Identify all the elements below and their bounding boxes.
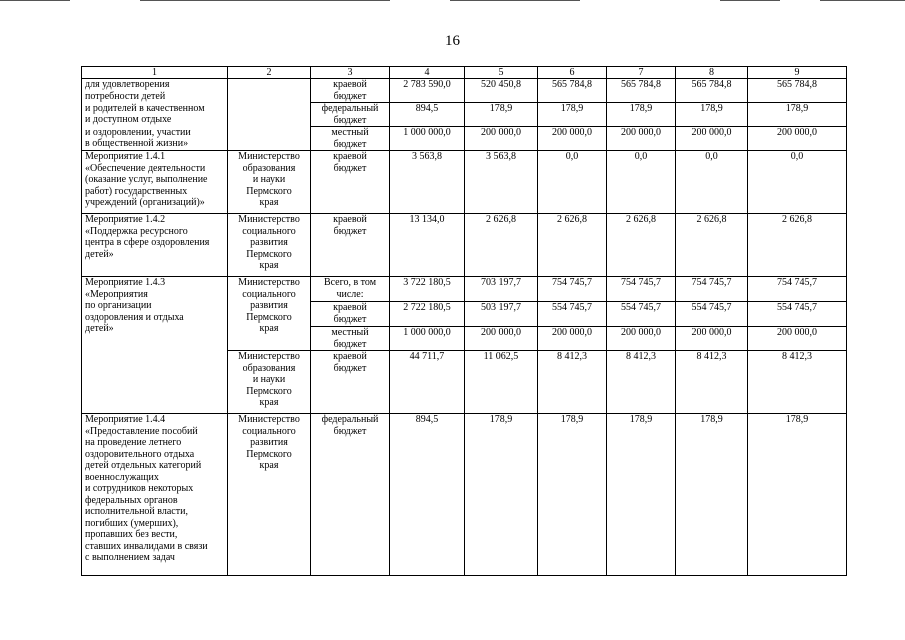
amount-cell: 520 450,8 bbox=[465, 79, 538, 103]
table-row bbox=[82, 127, 847, 151]
amount-cell: 11 062,5 bbox=[465, 351, 538, 414]
amount-cell: 703 197,7 bbox=[465, 277, 538, 302]
amount-cell: 894,5 bbox=[390, 414, 465, 576]
amount-cell: 554 745,7 bbox=[538, 302, 607, 327]
amount-cell: 2 626,8 bbox=[465, 214, 538, 277]
amount-cell: 178,9 bbox=[748, 103, 847, 127]
amount-cell: 178,9 bbox=[676, 414, 748, 576]
amount-cell: 8 412,3 bbox=[676, 351, 748, 414]
amount-cell: 565 784,8 bbox=[607, 79, 676, 103]
header-cell: 2 bbox=[228, 67, 311, 79]
header-cell: 6 bbox=[538, 67, 607, 79]
executor-cell: Министерство социального развития Пермского края bbox=[228, 277, 311, 351]
funding-source: местный бюджет bbox=[311, 127, 390, 151]
amount-cell: 200 000,0 bbox=[748, 127, 847, 151]
amount-cell: 565 784,8 bbox=[676, 79, 748, 103]
amount-cell: 200 000,0 bbox=[538, 327, 607, 351]
amount-cell: 200 000,0 bbox=[676, 327, 748, 351]
amount-cell: 178,9 bbox=[607, 414, 676, 576]
amount-cell: 200 000,0 bbox=[465, 327, 538, 351]
amount-cell: 200 000,0 bbox=[607, 127, 676, 151]
executor-cell: Министерство образования и науки Пермского края bbox=[228, 351, 311, 414]
table-row bbox=[82, 277, 847, 302]
amount-cell: 13 134,0 bbox=[390, 214, 465, 277]
measure-name: Мероприятие 1.4.3 «Мероприятия по организации оздоровления и отдыха детей» bbox=[82, 277, 228, 414]
amount-cell: 754 745,7 bbox=[748, 277, 847, 302]
amount-cell: 554 745,7 bbox=[748, 302, 847, 327]
amount-cell: 1 000 000,0 bbox=[390, 127, 465, 151]
amount-cell: 0,0 bbox=[607, 151, 676, 214]
amount-cell: 2 626,8 bbox=[748, 214, 847, 277]
amount-cell: 2 722 180,5 bbox=[390, 302, 465, 327]
funding-source: федеральный бюджет bbox=[311, 103, 390, 127]
header-cell: 5 bbox=[465, 67, 538, 79]
funding-source: краевой бюджет bbox=[311, 302, 390, 327]
amount-cell: 178,9 bbox=[748, 414, 847, 576]
amount-cell: 178,9 bbox=[465, 103, 538, 127]
top-edge-mark bbox=[0, 0, 70, 1]
page-number: 16 bbox=[445, 33, 460, 49]
amount-cell: 754 745,7 bbox=[607, 277, 676, 302]
header-cell: 7 bbox=[607, 67, 676, 79]
table-row bbox=[82, 414, 847, 576]
top-edge-mark bbox=[820, 0, 905, 1]
funding-source: местный бюджет bbox=[311, 327, 390, 351]
executor-cell bbox=[228, 79, 311, 151]
amount-cell: 0,0 bbox=[676, 151, 748, 214]
amount-cell: 200 000,0 bbox=[676, 127, 748, 151]
amount-cell: 2 626,8 bbox=[676, 214, 748, 277]
amount-cell: 178,9 bbox=[538, 414, 607, 576]
header-cell: 3 bbox=[311, 67, 390, 79]
amount-cell: 8 412,3 bbox=[538, 351, 607, 414]
measure-name: Мероприятие 1.4.1 «Обеспечение деятельности (оказание услуг, выполнение работ) государственных учреждений (организаций)» bbox=[82, 151, 228, 214]
executor-cell: Министерство социального развития Пермского края bbox=[228, 414, 311, 576]
amount-cell: 3 563,8 bbox=[465, 151, 538, 214]
measure-name: и родителей в качественном и доступном отдыхе bbox=[82, 103, 228, 127]
amount-cell: 2 626,8 bbox=[607, 214, 676, 277]
funding-source: федеральный бюджет bbox=[311, 414, 390, 576]
amount-cell: 0,0 bbox=[538, 151, 607, 214]
executor-cell: Министерство образования и науки Пермского края bbox=[228, 151, 311, 214]
table-row bbox=[82, 103, 847, 127]
header-cell: 4 bbox=[390, 67, 465, 79]
measure-name: и оздоровлении, участии в общественной жизни» bbox=[82, 127, 228, 151]
amount-cell: 200 000,0 bbox=[465, 127, 538, 151]
amount-cell: 754 745,7 bbox=[538, 277, 607, 302]
executor-cell: Министерство социального развития Пермского края bbox=[228, 214, 311, 277]
table-row bbox=[82, 214, 847, 277]
amount-cell: 200 000,0 bbox=[538, 127, 607, 151]
funding-source: краевой бюджет bbox=[311, 79, 390, 103]
amount-cell: 1 000 000,0 bbox=[390, 327, 465, 351]
top-edge-mark bbox=[720, 0, 780, 1]
header-cell: 8 bbox=[676, 67, 748, 79]
table-row bbox=[82, 151, 847, 214]
top-edge-mark bbox=[450, 0, 580, 1]
amount-cell: 2 626,8 bbox=[538, 214, 607, 277]
header-cell: 9 bbox=[748, 67, 847, 79]
measure-name: Мероприятие 1.4.2 «Поддержка ресурсного центра в сфере оздоровления детей» bbox=[82, 214, 228, 277]
top-edge-mark bbox=[140, 0, 390, 1]
amount-cell: 44 711,7 bbox=[390, 351, 465, 414]
amount-cell: 754 745,7 bbox=[676, 277, 748, 302]
header-cell: 1 bbox=[82, 67, 228, 79]
amount-cell: 0,0 bbox=[748, 151, 847, 214]
budget-table bbox=[81, 66, 847, 576]
amount-cell: 2 783 590,0 bbox=[390, 79, 465, 103]
amount-cell: 3 722 180,5 bbox=[390, 277, 465, 302]
funding-source: Всего, в том числе: bbox=[311, 277, 390, 302]
amount-cell: 200 000,0 bbox=[607, 327, 676, 351]
amount-cell: 178,9 bbox=[538, 103, 607, 127]
amount-cell: 200 000,0 bbox=[748, 327, 847, 351]
header-row bbox=[82, 67, 847, 79]
amount-cell: 178,9 bbox=[607, 103, 676, 127]
funding-source: краевой бюджет bbox=[311, 151, 390, 214]
amount-cell: 565 784,8 bbox=[538, 79, 607, 103]
amount-cell: 503 197,7 bbox=[465, 302, 538, 327]
amount-cell: 554 745,7 bbox=[676, 302, 748, 327]
amount-cell: 554 745,7 bbox=[607, 302, 676, 327]
amount-cell: 178,9 bbox=[676, 103, 748, 127]
amount-cell: 8 412,3 bbox=[748, 351, 847, 414]
amount-cell: 178,9 bbox=[465, 414, 538, 576]
amount-cell: 8 412,3 bbox=[607, 351, 676, 414]
funding-source: краевой бюджет bbox=[311, 214, 390, 277]
amount-cell: 894,5 bbox=[390, 103, 465, 127]
table-row bbox=[82, 79, 847, 103]
amount-cell: 3 563,8 bbox=[390, 151, 465, 214]
funding-source: краевой бюджет bbox=[311, 351, 390, 414]
measure-name: для удовлетворения потребности детей bbox=[82, 79, 228, 103]
measure-name: Мероприятие 1.4.4 «Предоставление пособий на проведение летнего оздоровительного отдыха детей отдельных категорий военнослужащих и сотрудников некоторых федеральных органов исполнительной власти, погибших (умерших), пропавших без вести, ставших инвалидами в связи с выполнением задач bbox=[82, 414, 228, 576]
amount-cell: 565 784,8 bbox=[748, 79, 847, 103]
